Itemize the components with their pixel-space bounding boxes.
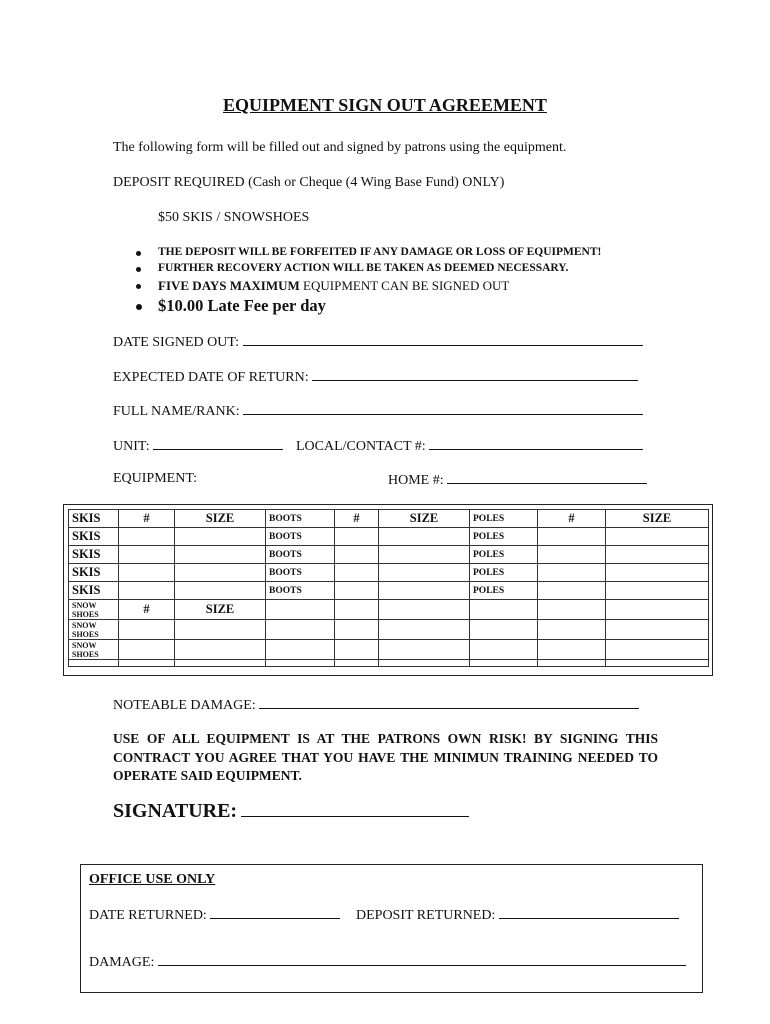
intro-text: The following form will be filled out and signed by patrons using the equipment. [113, 140, 567, 155]
date-signed-out-field[interactable] [113, 333, 643, 351]
table-cell [266, 620, 335, 640]
unit-line[interactable] [153, 437, 283, 450]
snowshoes-label-2: SHOES [72, 649, 99, 659]
home-field[interactable] [388, 471, 647, 489]
expected-return-field[interactable] [113, 368, 638, 386]
table-cell[interactable] [119, 564, 175, 582]
poles-label: POLES [470, 528, 538, 546]
snowshoes-label [69, 640, 119, 660]
full-name-line[interactable] [243, 402, 643, 415]
table-cell [379, 620, 470, 640]
table-cell[interactable] [538, 564, 606, 582]
table-row [69, 620, 709, 640]
table-cell [379, 660, 470, 667]
equipment-table [68, 509, 709, 667]
table-cell[interactable] [379, 564, 470, 582]
deposit-returned-field[interactable] [356, 906, 679, 924]
table-row [69, 600, 709, 620]
table-cell[interactable] [335, 582, 379, 600]
deposit-returned-label: DEPOSIT RETURNED: [356, 908, 496, 923]
table-cell[interactable] [175, 546, 266, 564]
snowshoes-size-header: SIZE [175, 600, 266, 620]
table-row [69, 564, 709, 582]
table-cell [335, 620, 379, 640]
table-row [69, 546, 709, 564]
local-contact-line[interactable] [429, 437, 643, 450]
table-cell [470, 640, 538, 660]
full-name-label: FULL NAME/RANK: [113, 404, 240, 419]
bullet-dot [136, 284, 141, 289]
table-cell[interactable] [379, 528, 470, 546]
table-cell [538, 600, 606, 620]
table-cell [69, 660, 119, 667]
snowshoes-label-1: SNOW [72, 600, 97, 610]
table-cell[interactable] [606, 528, 709, 546]
table-cell [379, 600, 470, 620]
bullet-five-days [158, 278, 509, 294]
table-cell[interactable] [606, 564, 709, 582]
local-contact-field[interactable] [296, 437, 643, 455]
table-cell[interactable] [538, 528, 606, 546]
expected-return-label: EXPECTED DATE OF RETURN: [113, 370, 309, 385]
snowshoes-label-2: SHOES [72, 609, 99, 619]
table-cell[interactable] [119, 528, 175, 546]
table-cell [538, 620, 606, 640]
table-cell[interactable] [175, 564, 266, 582]
date-returned-label: DATE RETURNED: [89, 908, 207, 923]
table-cell [606, 660, 709, 667]
boots-label: BOOTS [266, 510, 335, 528]
expected-return-line[interactable] [312, 368, 638, 381]
deposit-amount-text: $50 SKIS / SNOWSHOES [158, 210, 310, 225]
signature-field[interactable] [113, 800, 469, 823]
table-cell [379, 640, 470, 660]
table-cell[interactable] [175, 640, 266, 660]
noteable-damage-label: NOTEABLE DAMAGE: [113, 698, 256, 713]
snowshoes-label [69, 620, 119, 640]
bullet-recovery: FURTHER RECOVERY ACTION WILL BE TAKEN AS DEEMED NECESSARY. [158, 262, 569, 274]
poles-size-header: SIZE [606, 510, 709, 528]
local-contact-label: LOCAL/CONTACT #: [296, 439, 426, 454]
full-name-field[interactable] [113, 402, 643, 420]
deposit-required-text: DEPOSIT REQUIRED (Cash or Cheque (4 Wing Base Fund) ONLY) [113, 175, 505, 190]
table-cell[interactable] [538, 582, 606, 600]
table-cell [335, 640, 379, 660]
skis-size-header: SIZE [175, 510, 266, 528]
table-cell[interactable] [379, 582, 470, 600]
five-days-rest: EQUIPMENT CAN BE SIGNED OUT [299, 278, 510, 293]
table-row [69, 528, 709, 546]
snowshoes-label-1: SNOW [72, 640, 97, 650]
table-row [69, 510, 709, 528]
bullet-late-fee: $10.00 Late Fee per day [158, 296, 326, 315]
table-cell [175, 660, 266, 667]
bullet-dot [136, 304, 142, 310]
table-cell[interactable] [335, 564, 379, 582]
snowshoes-num-header: # [119, 600, 175, 620]
date-returned-line[interactable] [210, 906, 340, 919]
skis-label: SKIS [69, 546, 119, 564]
table-cell [266, 660, 335, 667]
deposit-returned-line[interactable] [499, 906, 679, 919]
table-cell [335, 600, 379, 620]
table-cell[interactable] [175, 582, 266, 600]
table-cell[interactable] [175, 528, 266, 546]
home-line[interactable] [447, 471, 647, 484]
table-cell [266, 600, 335, 620]
boots-label: BOOTS [266, 546, 335, 564]
table-row [69, 640, 709, 660]
table-cell [606, 620, 709, 640]
table-row [69, 582, 709, 600]
skis-num-header: # [119, 510, 175, 528]
table-cell [470, 620, 538, 640]
boots-label: BOOTS [266, 564, 335, 582]
table-cell [538, 660, 606, 667]
boots-label: BOOTS [266, 528, 335, 546]
damage-field[interactable] [89, 953, 686, 971]
bullet-forfeit: THE DEPOSIT WILL BE FORFEITED IF ANY DAMAGE OR LOSS OF EQUIPMENT! [158, 246, 602, 258]
table-cell[interactable] [606, 546, 709, 564]
table-cell[interactable] [606, 582, 709, 600]
table-cell[interactable] [175, 620, 266, 640]
table-row [69, 660, 709, 667]
table-cell[interactable] [335, 528, 379, 546]
date-signed-out-line[interactable] [243, 333, 643, 346]
date-signed-out-label: DATE SIGNED OUT: [113, 335, 240, 350]
skis-label: SKIS [69, 582, 119, 600]
noteable-damage-field[interactable] [113, 696, 639, 714]
bullet-dot [136, 251, 141, 256]
table-cell[interactable] [119, 546, 175, 564]
table-cell [606, 600, 709, 620]
poles-label: POLES [470, 546, 538, 564]
skis-label: SKIS [69, 510, 119, 528]
table-cell[interactable] [335, 546, 379, 564]
skis-label: SKIS [69, 528, 119, 546]
table-cell [606, 640, 709, 660]
bullet-dot [136, 267, 141, 272]
table-cell [470, 660, 538, 667]
unit-field[interactable] [113, 437, 283, 455]
page-title: EQUIPMENT SIGN OUT AGREEMENT [223, 95, 547, 115]
table-cell[interactable] [119, 640, 175, 660]
signature-label: SIGNATURE: [113, 800, 238, 822]
table-cell[interactable] [119, 620, 175, 640]
boots-size-header: SIZE [379, 510, 470, 528]
signature-line[interactable] [241, 802, 469, 817]
table-cell[interactable] [538, 546, 606, 564]
snowshoes-label [69, 600, 119, 620]
equipment-label: EQUIPMENT: [113, 471, 198, 486]
table-cell [119, 660, 175, 667]
poles-num-header: # [538, 510, 606, 528]
damage-label: DAMAGE: [89, 955, 155, 970]
poles-label: POLES [470, 582, 538, 600]
office-use-heading: OFFICE USE ONLY [89, 872, 216, 887]
table-cell[interactable] [379, 546, 470, 564]
table-cell [470, 600, 538, 620]
noteable-damage-line[interactable] [259, 696, 639, 709]
table-cell [266, 640, 335, 660]
snowshoes-label-2: SHOES [72, 629, 99, 639]
boots-num-header: # [335, 510, 379, 528]
risk-warning: USE OF ALL EQUIPMENT IS AT THE PATRONS OWN RISK! BY SIGNING THIS CONTRACT YOU AGREE THAT YOU HAVE THE MINIMUN TRAINING NEEDED TO OPERATE SAID EQUIPMENT. [113, 731, 658, 783]
five-days-bold: FIVE DAYS MAXIMUM [158, 278, 300, 293]
snowshoes-label-1: SNOW [72, 620, 97, 630]
table-cell[interactable] [119, 582, 175, 600]
poles-label: POLES [470, 564, 538, 582]
skis-label: SKIS [69, 564, 119, 582]
boots-label: BOOTS [266, 582, 335, 600]
table-cell [538, 640, 606, 660]
date-returned-field[interactable] [89, 906, 340, 924]
poles-label: POLES [470, 510, 538, 528]
unit-label: UNIT: [113, 439, 150, 454]
table-cell [335, 660, 379, 667]
home-label: HOME #: [388, 473, 444, 488]
damage-line[interactable] [158, 953, 686, 966]
